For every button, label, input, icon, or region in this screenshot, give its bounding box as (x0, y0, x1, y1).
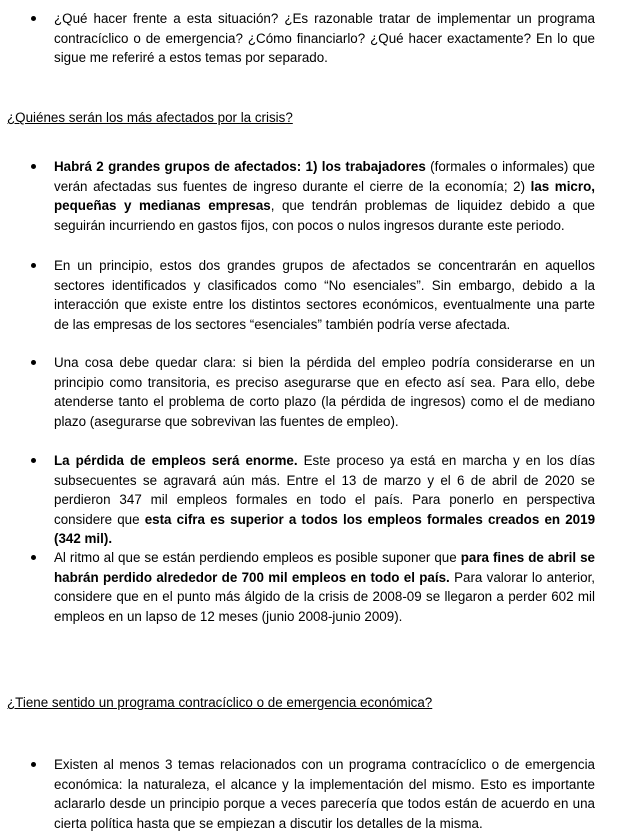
bullet-icon (31, 762, 36, 767)
text-run: Este proceso ya está en marcha y en los días subsecuentes se agravará aún más. Entre el 13 de marzo y el 6 de abril de 2020 se perdieron 347 mil empleos formales en todo el país. Para ponerlo en perspectiva considere que (54, 453, 595, 527)
paragraph (54, 256, 595, 334)
paragraph (54, 157, 595, 235)
text-run: En un principio, estos dos grandes grupos de afectados se concentrarán en aquellos sectores identificados y clasificados como “No esenciales”. Sin embargo, debido a la interacción que existe entre los distintos sectores económicos, eventualmente una parte de las empresas de los sectores “esenciales” también podría verse afectada. (54, 258, 595, 332)
paragraph: ¿Qué hacer frente a esta situación? ¿Es razonable tratar de implementar un programa contracíclico o de emergencia? ¿Cómo financiarlo? ¿Qué hacer exactamente? En lo que sigue me referiré a estos temas por separado. (54, 11, 595, 66)
section-heading: ¿Tiene sentido un programa contracíclico o de emergencia económica? (7, 695, 433, 710)
text-run: Existen al menos 3 temas relacionados con un programa contracíclico o de emergencia económica: la naturaleza, el alcance y la implementación del mismo. Esto es importante aclararlo desde un principio porque a veces parecería que todos están de acuerdo en una cierta política hasta que se empiezan a discutir los detalles de la misma. (54, 757, 595, 831)
bold-text: esta cifra es superior a todos los empleos formales creados en 2019 (342 mil). (54, 511, 596, 547)
bold-text: La pérdida de empleos será enorme. (54, 453, 298, 468)
bullet-icon (31, 555, 36, 560)
section-heading: ¿Quiénes serán los más afectados por la crisis? (7, 110, 293, 125)
bullet-icon (31, 263, 36, 268)
paragraph (54, 451, 595, 549)
text-run: Una cosa debe quedar clara: si bien la pérdida del empleo podría considerarse en un principio como transitoria, es preciso asegurarse que en efecto así sea. Para ello, debe atenderse tanto el problema de corto plazo (la pérdida de ingresos) como el de mediano plazo (asegurarse que sobrevivan las fuentes de empleo). (54, 355, 595, 429)
text-run: , que tendrán problemas de liquidez debido a que seguirán incurriendo en gastos fijos, con pocos o nulos ingresos durante este periodo. (54, 198, 595, 233)
text-run: (formales o informales) que verán afectadas sus fuentes de ingreso durante el cierre de la economía; 2) (54, 159, 595, 194)
bullet-icon (31, 360, 36, 365)
bullet-icon (31, 458, 36, 463)
paragraph (54, 755, 595, 833)
bold-text: para fines de abril se habrán perdido alrededor de 700 mil empleos en todo el país. (54, 550, 595, 585)
bold-text: Habrá 2 grandes grupos de afectados: 1) los trabajadores (54, 159, 426, 174)
bullet-icon (31, 164, 36, 169)
paragraph (54, 353, 595, 431)
text-run: Para valorar lo anterior, considere que en el punto más álgido de la crisis de 2008-09 se llegaron a perder 602 mil empleos en un lapso de 12 meses (junio 2008-junio 2009). (54, 569, 596, 624)
bullet-icon (31, 16, 36, 21)
text-run: Al ritmo al que se están perdiendo empleos es posible suponer que (54, 550, 461, 565)
bold-text: las micro, pequeñas y medianas empresas (54, 178, 595, 214)
paragraph (54, 548, 595, 626)
